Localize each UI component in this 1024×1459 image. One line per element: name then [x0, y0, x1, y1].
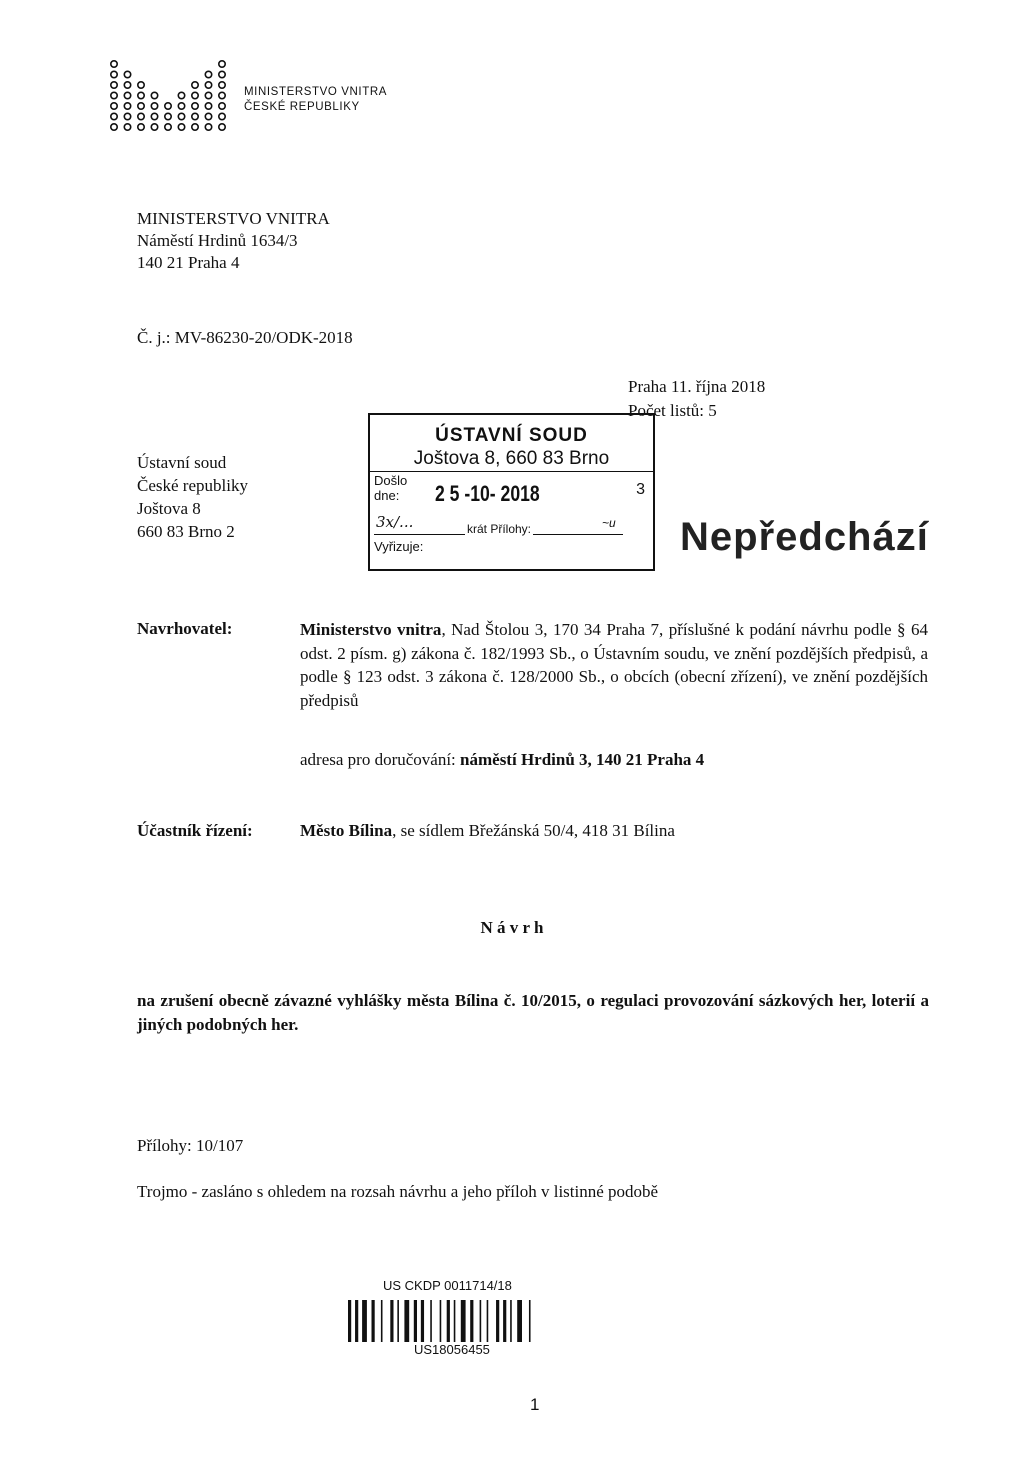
logo-line2: ČESKÉ REPUBLIKY — [244, 101, 360, 113]
logo-dot — [138, 92, 144, 98]
logo-dot — [124, 103, 130, 109]
logo-dot — [205, 113, 211, 119]
logo-dot — [165, 103, 171, 109]
barcode-bar — [355, 1300, 358, 1342]
recipient-line2: České republiky — [137, 476, 248, 495]
logo-dot — [151, 92, 157, 98]
barcode-bar — [414, 1300, 417, 1342]
logo-dot — [111, 92, 117, 98]
logo-dot — [205, 82, 211, 88]
barcode-bar — [487, 1300, 489, 1342]
delivery-address — [300, 749, 704, 771]
logo-dot — [124, 113, 130, 119]
logo-dot — [205, 71, 211, 77]
delivery-address-value: náměstí Hrdinů 3, 140 21 Praha 4 — [460, 750, 705, 769]
barcode-bar — [470, 1300, 473, 1342]
logo-dot — [151, 113, 157, 119]
logo-dot — [219, 103, 225, 109]
barcode-bar — [362, 1300, 367, 1342]
logo-dot — [178, 92, 184, 98]
barcode-icon — [348, 1300, 564, 1342]
logo-dot — [178, 124, 184, 130]
barcode-bar — [440, 1300, 442, 1342]
recipient-address — [137, 451, 248, 543]
barcode-bar — [510, 1300, 512, 1342]
stamp-copies-label: krát Přílohy: — [467, 522, 532, 536]
barcode-bar — [461, 1300, 466, 1342]
sender-city: 140 21 Praha 4 — [137, 253, 240, 272]
logo-dot — [178, 113, 184, 119]
logo-dot — [165, 113, 171, 119]
stamp-address: Joštova 8, 660 83 Brno — [413, 448, 610, 469]
logo-dot — [124, 82, 130, 88]
logo-dot — [111, 113, 117, 119]
barcode-top-text: US CKDP 0011714/18 — [383, 1278, 512, 1293]
petitioner-label: Navrhovatel: — [137, 619, 233, 638]
stamp-received-label — [374, 473, 407, 503]
logo-dot — [111, 124, 117, 130]
logo-dot — [205, 124, 211, 130]
logo-text — [244, 85, 387, 115]
participant-name: Město Bílina — [300, 821, 393, 840]
logo-dot — [192, 92, 198, 98]
logo-dot — [151, 103, 157, 109]
page-number: 1 — [530, 1395, 540, 1414]
barcode-bar — [421, 1300, 424, 1342]
attachments-count: Přílohy: 10/107 — [137, 1136, 244, 1155]
recipient-line4: 660 83 Brno 2 — [137, 522, 235, 541]
participant-details: , se sídlem Břežánská 50/4, 418 31 Bílina — [392, 821, 675, 840]
logo-dot — [111, 103, 117, 109]
document-subject: na zrušení obecně závazné vyhlášky města Bílina č. 10/2015, o regulaci provozování sázkových her, loterií a jiných podobných her. — [137, 991, 929, 1034]
stamp-handled-label: Vyřizuje: — [374, 539, 424, 554]
delivery-label: adresa pro doručování: — [300, 750, 461, 769]
stamp-label-dne: dne: — [374, 488, 400, 503]
sender-street: Náměstí Hrdinů 1634/3 — [137, 231, 298, 250]
barcode-bar — [348, 1300, 351, 1342]
petitioner-name: Ministerstvo vnitra — [300, 620, 442, 639]
logo-dot — [111, 71, 117, 77]
stamp-title: ÚSTAVNÍ SOUD — [435, 425, 588, 446]
participant-text — [300, 820, 675, 842]
logo-dot — [111, 82, 117, 88]
barcode-bar — [381, 1300, 383, 1342]
ministry-logo-icon — [110, 60, 230, 132]
received-stamp — [368, 413, 655, 571]
document-date: Praha 11. října 2018 — [628, 377, 766, 396]
participant-label: Účastník řízení: — [137, 821, 253, 840]
logo-dot — [151, 124, 157, 130]
recipient-line3: Joštova 8 — [137, 499, 201, 518]
petitioner-text — [300, 618, 928, 712]
barcode-bar — [503, 1300, 506, 1342]
barcode-bar — [404, 1300, 409, 1342]
stamp-label-doslo: Došlo — [374, 473, 408, 488]
stamp-received-date: 2 5 -10- 2018 — [435, 481, 540, 506]
logo-dot — [192, 113, 198, 119]
barcode-bar — [372, 1300, 375, 1342]
stamp-copies-number: 3 — [636, 481, 645, 498]
logo-dot — [124, 71, 130, 77]
logo-dot — [138, 124, 144, 130]
recipient-line1: Ústavní soud — [137, 453, 227, 472]
logo-dot — [219, 71, 225, 77]
logo-dot — [178, 103, 184, 109]
barcode-bottom-text: US18056455 — [414, 1342, 490, 1357]
barcode-bar — [454, 1300, 456, 1342]
logo-dot — [165, 124, 171, 130]
document-heading: N á v r h — [480, 918, 544, 937]
petitioner-details: , Nad Štolou 3, 170 34 Praha 7, příslušné k podání návrhu podle § 64 odst. 2 písm. g) zákona č. 182/1993 Sb., o Ústavním soudu, ve znění pozdějších předpisů, a podle § 123 odst. 3 zákona č. 128/2000 Sb., o obcích (obecní zřízení), ve znění pozdějších předpisů — [300, 620, 929, 710]
logo-dot — [219, 113, 225, 119]
copies-note: Trojmo - zasláno s ohledem na rozsah návrhu a jeho příloh v listinné podobě — [137, 1182, 659, 1201]
logo-dot — [205, 92, 211, 98]
barcode-bar — [529, 1300, 531, 1342]
stamp-handwritten-count: 3x/... — [376, 513, 414, 531]
logo-dot — [138, 103, 144, 109]
sender-name: MINISTERSTVO VNITRA — [137, 209, 330, 228]
logo-dot — [192, 124, 198, 130]
sender-address — [137, 208, 330, 274]
sheet-count: Počet listů: 5 — [628, 401, 717, 420]
logo-dot — [124, 92, 130, 98]
barcode-bar — [517, 1300, 522, 1342]
barcode-bar — [496, 1300, 499, 1342]
logo-dot — [192, 103, 198, 109]
stamp-nepredchazi: Nepředchází — [680, 515, 929, 559]
barcode-bar — [430, 1300, 432, 1342]
barcode-bar — [397, 1300, 399, 1342]
logo-dot — [219, 82, 225, 88]
barcode-bar — [480, 1300, 482, 1342]
logo-dot — [205, 103, 211, 109]
logo-dot — [138, 113, 144, 119]
logo-dot — [124, 124, 130, 130]
logo-dot — [192, 82, 198, 88]
reference-number: Č. j.: MV-86230-20/ODK-2018 — [137, 328, 353, 347]
stamp-handwritten-attachments: ~u — [602, 516, 616, 530]
logo-dot — [138, 82, 144, 88]
logo-dot — [219, 61, 225, 67]
logo-dot — [219, 92, 225, 98]
logo-line1: MINISTERSTVO VNITRA — [244, 86, 388, 98]
logo-dot — [219, 124, 225, 130]
barcode-bar — [447, 1300, 450, 1342]
logo-dot — [111, 61, 117, 67]
barcode-bar — [390, 1300, 393, 1342]
